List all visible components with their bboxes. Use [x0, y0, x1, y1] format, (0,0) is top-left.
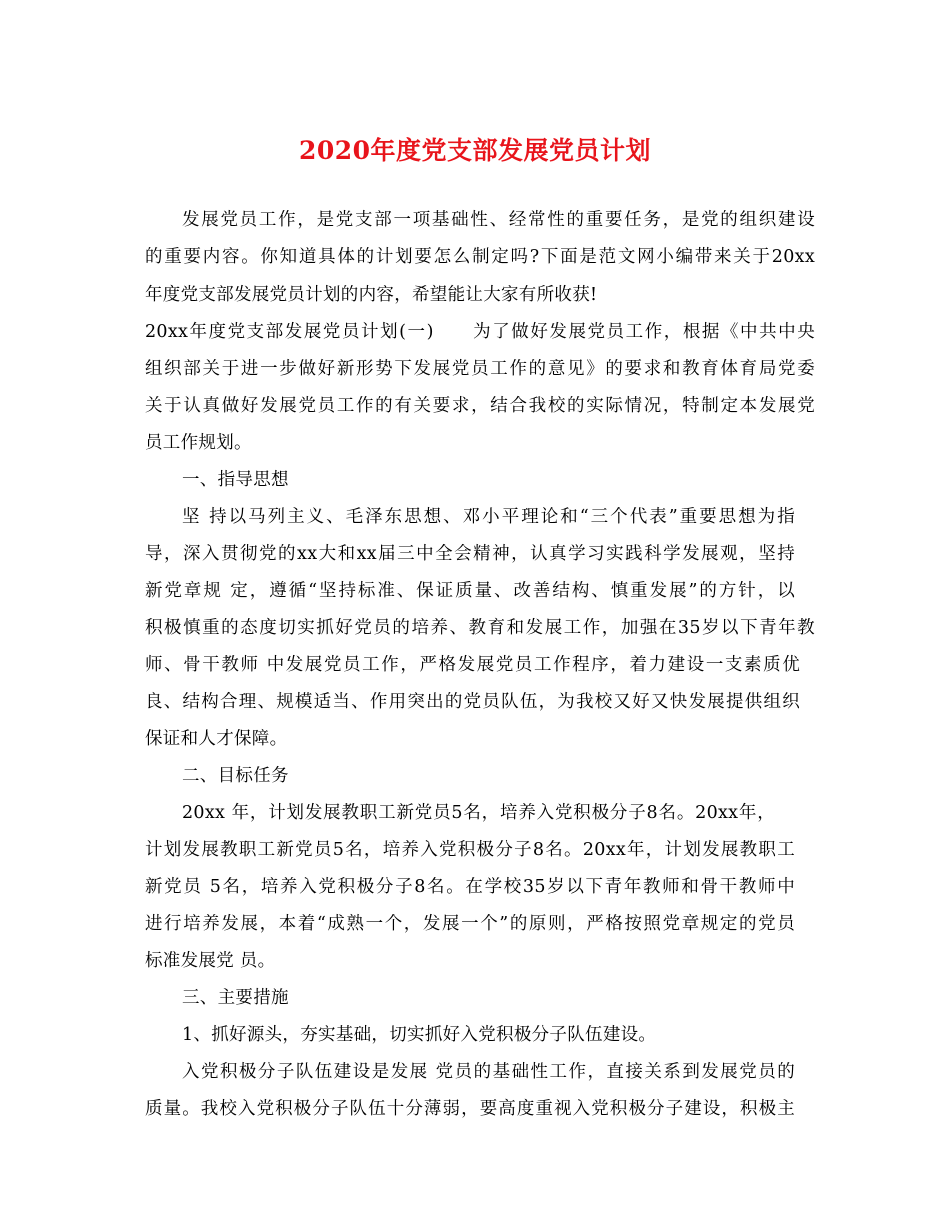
- text-line: 积极慎重的态度切实抓好党员的培养、教育和发展工作，加强在35岁以下青年教: [145, 618, 815, 638]
- text-line: 入党积极分子队伍建设是发展 党员的基础性工作，直接关系到发展党员的: [182, 1062, 795, 1082]
- section-heading: 一、指导思想: [182, 470, 289, 490]
- subsection-heading: 1、抓好源头，夯实基础，切实抓好入党积极分子队伍建设。: [182, 1025, 657, 1045]
- text-line: 的重要内容。你知道具体的计划要怎么制定吗?下面是范文网小编带来关于20xx: [145, 247, 815, 267]
- text-line: 师、骨干教师 中发展党员工作，严格发展党员工作程序，着力建设一支素质优: [145, 655, 800, 675]
- text-line: 20xx 年，计划发展教职工新党员5名，培养入党积极分子8名。20xx年，: [182, 803, 775, 823]
- text-line: 关于认真做好发展党员工作的有关要求，结合我校的实际情况，特制定本发展党: [145, 396, 815, 416]
- text-line: 进行培养发展，本着“成熟一个，发展一个”的原则，严格按照党章规定的党员: [145, 914, 795, 934]
- text-line: 保证和人才保障。: [145, 729, 288, 749]
- text-line: 良、结构合理、规模适当、作用突出的党员队伍，为我校又好又快发展提供组织: [145, 692, 800, 712]
- text-line: 年度党支部发展党员计划的内容，希望能让大家有所收获!: [145, 285, 598, 305]
- section-heading: 二、目标任务: [182, 766, 289, 786]
- text-line: 发展党员工作，是党支部一项基础性、经常性的重要任务，是党的组织建设: [182, 210, 815, 230]
- text-line: 导，深入贯彻党的xx大和xx届三中全会精神，认真学习实践科学发展观，坚持: [145, 544, 795, 564]
- text-line: 新党章规 定，遵循“坚持标准、保证质量、改善结构、慎重发展”的方针，以: [145, 581, 795, 601]
- text-line: 新党员 5名，培养入党积极分子8名。在学校35岁以下青年教师和骨干教师中: [145, 877, 795, 897]
- text-line: 组织部关于进一步做好新形势下发展党员工作的意见》的要求和教育体育局党委: [145, 359, 815, 379]
- section-heading: 三、主要措施: [182, 988, 289, 1008]
- text-line: 计划发展教职工新党员5名，培养入党积极分子8名。20xx年，计划发展教职工: [145, 840, 795, 860]
- text-line: 质量。我校入党积极分子队伍十分薄弱，要高度重视入党积极分子建设，积极主: [145, 1099, 795, 1119]
- text-line: 标准发展党 员。: [145, 951, 276, 971]
- document-title: 2020年度党支部发展党员计划: [298, 136, 652, 165]
- text-line: 员工作规划。: [145, 433, 252, 453]
- text-line: 20xx年度党支部发展党员计划(一) 为了做好发展党员工作，根据《中共中央: [145, 322, 815, 342]
- text-line: 坚 持以马列主义、毛泽东思想、邓小平理论和“三个代表”重要思想为指: [182, 507, 795, 527]
